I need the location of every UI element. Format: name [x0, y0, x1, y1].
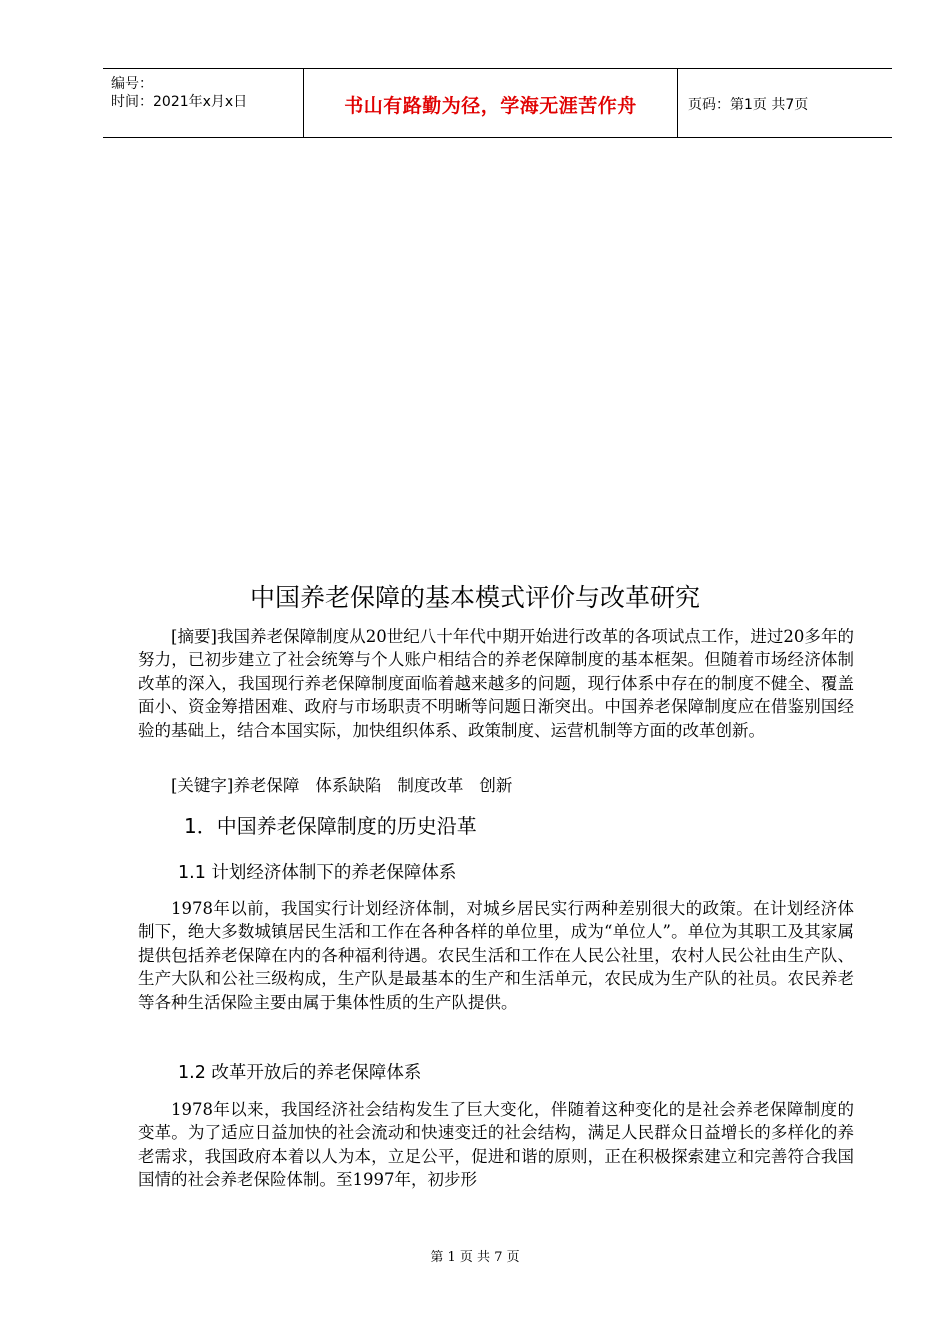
subsection-heading: 1.1 计划经济体制下的养老保障体系 [178, 863, 457, 883]
keyword: 制度改革 [397, 776, 464, 795]
motto-text: 书山有路勤为径，学海无涯苦作舟 [344, 95, 637, 117]
keyword: 创新 [479, 776, 513, 795]
keywords-line [138, 774, 854, 797]
keywords-label: [关键字] [171, 776, 234, 795]
time-label: 时间：2021年x月x日 [111, 94, 248, 110]
header-motto-cell [304, 69, 678, 137]
header-info-cell [103, 69, 304, 137]
section-heading: 1．中国养老保障制度的历史沿革 [184, 814, 477, 838]
body-paragraph: 1978年以前，我国实行计划经济体制，对城乡居民实行两种差别很大的政策。在计划经济体制下，绝大多数城镇居民生活和工作在各种各样的单位里，成为“单位人”。单位为其职工及其家属提供包括养老保障在内的各种福利待遇。农民生活和工作在人民公社里，农村人民公社由生产队、生产大队和公社三级构成，生产队是最基本的生产和生活单元，农民成为生产队的社员。农民养老等各种生活保险主要由属于集体性质的生产队提供。 [138, 899, 854, 1012]
keyword: 体系缺陷 [315, 776, 382, 795]
page-footer: 第 1 页 共 7 页 [430, 1250, 520, 1265]
page-code: 页码：第1页 共7页 [688, 97, 809, 113]
header-page-cell [678, 69, 892, 137]
document-header [103, 68, 892, 138]
keyword: 养老保障 [233, 776, 300, 795]
subsection-heading: 1.2 改革开放后的养老保障体系 [178, 1063, 422, 1083]
number-label: 编号： [111, 76, 153, 92]
document-title: 中国养老保障的基本模式评价与改革研究 [249, 583, 700, 612]
abstract-paragraph: [摘要]我国养老保障制度从20世纪八十年代中期开始进行改革的各项试点工作，进过20多年的努力，已初步建立了社会统筹与个人账户相结合的养老保障制度的基本框架。但随着市场经济体制改革的深入，我国现行养老保障制度面临着越来越多的问题，现行体系中存在的制度不健全、覆盖面小、资金筹措困难、政府与市场职责不明晰等问题日渐突出。中国养老保障制度应在借鉴别国经验的基础上，结合本国实际，加快组织体系、政策制度、运营机制等方面的改革创新。 [138, 627, 854, 740]
body-paragraph: 1978年以来，我国经济社会结构发生了巨大变化，伴随着这种变化的是社会养老保障制度的变革。为了适应日益加快的社会流动和快速变迁的社会结构，满足人民群众日益增长的多样化的养老需求，我国政府本着以人为本，立足公平，促进和谐的原则，正在积极探索建立和完善符合我国国情的社会养老保险体制。至1997年，初步形 [138, 1100, 854, 1190]
